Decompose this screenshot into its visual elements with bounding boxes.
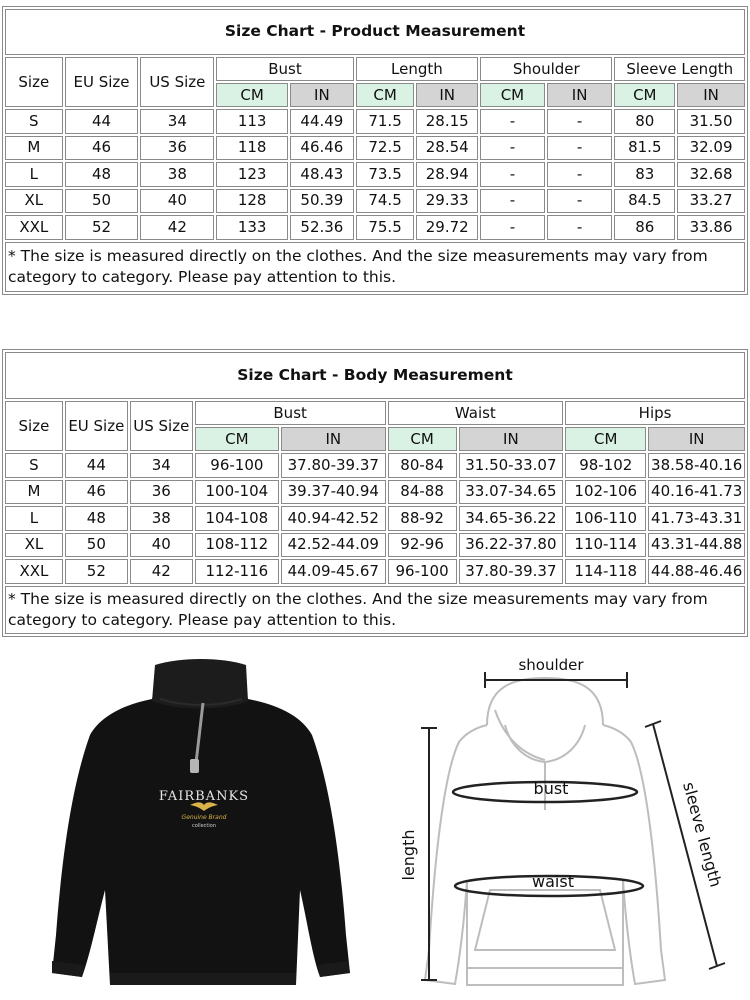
table-cell: - [480,136,545,161]
table-cell: 42 [140,215,214,240]
table-cell: 38 [140,162,214,187]
table-cell: 92-96 [388,533,457,558]
table-cell: XXL [5,559,63,584]
table-cell: 36.22-37.80 [459,533,564,558]
header-shoulder-in: IN [547,83,613,107]
table-cell: 31.50-33.07 [459,453,564,478]
table-cell: 74.5 [356,189,415,214]
table-cell: 48 [65,162,139,187]
table-row [5,559,745,584]
logo-text: FAIRBANKS [158,789,250,804]
table-cell: 38.58-40.16 [648,453,745,478]
table-row [5,136,745,161]
product-chart-title: Size Chart - Product Measurement [5,9,745,55]
table-cell: - [547,215,613,240]
header-bust: Bust [195,401,386,425]
table-cell: 52.36 [290,215,354,240]
table-cell: 32.68 [677,162,745,187]
table-cell: M [5,136,63,161]
table-row [5,453,745,478]
table-cell: 133 [216,215,288,240]
body-chart-title: Size Chart - Body Measurement [5,352,745,399]
hoodie-hood [487,678,603,725]
hoodie-measurement-diagram [395,650,735,995]
table-cell: 43.31-44.88 [648,533,745,558]
table-cell: 73.5 [356,162,415,187]
table-cell: 37.80-39.37 [281,453,386,478]
table-cell: 114-118 [565,559,646,584]
table-cell: 28.15 [416,109,478,134]
header-waist-cm: CM [388,427,457,451]
table-cell: M [5,480,63,505]
shoulder-label: shoulder [518,656,584,674]
table-cell: 113 [216,109,288,134]
table-row [5,506,745,531]
table-cell: 41.73-43.31 [648,506,745,531]
header-sleeve-in: IN [677,83,745,107]
table-cell: 39.37-40.94 [281,480,386,505]
table-cell: 40.94-42.52 [281,506,386,531]
table-cell: 44 [65,109,139,134]
table-cell: 42 [130,559,193,584]
table-cell: - [547,189,613,214]
table-cell: 48.43 [290,162,354,187]
table-cell: S [5,453,63,478]
table-row [5,215,745,240]
table-cell: 33.07-34.65 [459,480,564,505]
table-cell: 100-104 [195,480,279,505]
header-sleeve-cm: CM [614,83,675,107]
table-cell: 46.46 [290,136,354,161]
header-length-in: IN [416,83,478,107]
table-cell: 96-100 [388,559,457,584]
table-cell: 29.72 [416,215,478,240]
table-cell: 44.09-45.67 [281,559,386,584]
table-cell: 71.5 [356,109,415,134]
table-cell: 42.52-44.09 [281,533,386,558]
table-cell: 98-102 [565,453,646,478]
table-cell: 88-92 [388,506,457,531]
header-bust-cm: CM [195,427,279,451]
table-row [5,480,745,505]
table-cell: 83 [614,162,675,187]
header-length-cm: CM [356,83,415,107]
table-cell: 80-84 [388,453,457,478]
header-waist: Waist [388,401,564,425]
table-cell: 34.65-36.22 [459,506,564,531]
table-cell: 104-108 [195,506,279,531]
header-sleeve-length: Sleeve Length [614,57,745,81]
table-cell: 52 [65,215,139,240]
table-cell: 80 [614,109,675,134]
header-hips: Hips [565,401,745,425]
table-cell: 75.5 [356,215,415,240]
header-bust-in: IN [290,83,354,107]
table-cell: 36 [130,480,193,505]
table-cell: S [5,109,63,134]
table-cell: XXL [5,215,63,240]
header-us-size: US Size [140,57,214,107]
header-waist-in: IN [459,427,564,451]
table-row [5,533,745,558]
table-cell: 44.49 [290,109,354,134]
header-hips-cm: CM [565,427,646,451]
bust-label: bust [533,779,569,798]
table-cell: 86 [614,215,675,240]
table-cell: 46 [65,480,128,505]
logo-small-text: collection [192,823,216,829]
product-size-chart [2,6,748,295]
table-cell: 96-100 [195,453,279,478]
table-cell: 32.09 [677,136,745,161]
header-shoulder-cm: CM [480,83,545,107]
table-cell: 33.86 [677,215,745,240]
table-cell: 34 [130,453,193,478]
table-cell: - [547,162,613,187]
table-cell: L [5,162,63,187]
table-cell: L [5,506,63,531]
table-cell: 118 [216,136,288,161]
table-cell: 50 [65,189,139,214]
table-cell: 123 [216,162,288,187]
table-cell: 50.39 [290,189,354,214]
table-cell: 44.88-46.46 [648,559,745,584]
table-cell: 48 [65,506,128,531]
table-cell: - [480,162,545,187]
table-cell: 50 [65,533,128,558]
table-cell: 40.16-41.73 [648,480,745,505]
table-cell: 108-112 [195,533,279,558]
table-cell: 110-114 [565,533,646,558]
product-photo [50,655,350,995]
table-cell: 106-110 [565,506,646,531]
logo-script: Genuine Brand [181,814,227,821]
table-cell: - [480,109,545,134]
header-size: Size [5,57,63,107]
table-cell: 34 [140,109,214,134]
waist-label: waist [532,872,574,891]
header-length: Length [356,57,478,81]
header-bust-cm: CM [216,83,288,107]
table-cell: 28.54 [416,136,478,161]
table-cell: 36 [140,136,214,161]
table-row [5,109,745,134]
product-chart-note: * The size is measured directly on the clothes. And the size measurements may vary from category to category. Please pay attention to this. [5,242,745,292]
header-eu-size: EU Size [65,401,128,451]
table-cell: - [547,136,613,161]
table-row [5,189,745,214]
table-cell: 84.5 [614,189,675,214]
table-cell: 128 [216,189,288,214]
table-cell: 40 [130,533,193,558]
table-cell: 52 [65,559,128,584]
header-shoulder: Shoulder [480,57,612,81]
table-cell: XL [5,533,63,558]
body-chart-note: * The size is measured directly on the clothes. And the size measurements may vary from category to category. Please pay attention to this. [5,586,745,634]
table-cell: - [480,189,545,214]
table-cell: XL [5,189,63,214]
table-cell: - [480,215,545,240]
header-bust: Bust [216,57,353,81]
header-us-size: US Size [130,401,193,451]
hoodie-pocket [475,890,615,950]
table-cell: 46 [65,136,139,161]
length-label: length [399,829,418,881]
header-eu-size: EU Size [65,57,139,107]
table-row [5,162,745,187]
table-cell: 33.27 [677,189,745,214]
table-cell: 102-106 [565,480,646,505]
table-cell: 40 [140,189,214,214]
table-cell: 28.94 [416,162,478,187]
header-size: Size [5,401,63,451]
header-hips-in: IN [648,427,745,451]
table-cell: 81.5 [614,136,675,161]
table-cell: 72.5 [356,136,415,161]
table-cell: 112-116 [195,559,279,584]
body-size-chart [2,349,748,637]
table-cell: 29.33 [416,189,478,214]
table-cell: 84-88 [388,480,457,505]
table-cell: - [547,109,613,134]
table-cell: 31.50 [677,109,745,134]
table-cell: 37.80-39.37 [459,559,564,584]
sleeve-length-label: sleeve length [679,780,726,890]
table-cell: 38 [130,506,193,531]
header-bust-in: IN [281,427,386,451]
table-cell: 44 [65,453,128,478]
